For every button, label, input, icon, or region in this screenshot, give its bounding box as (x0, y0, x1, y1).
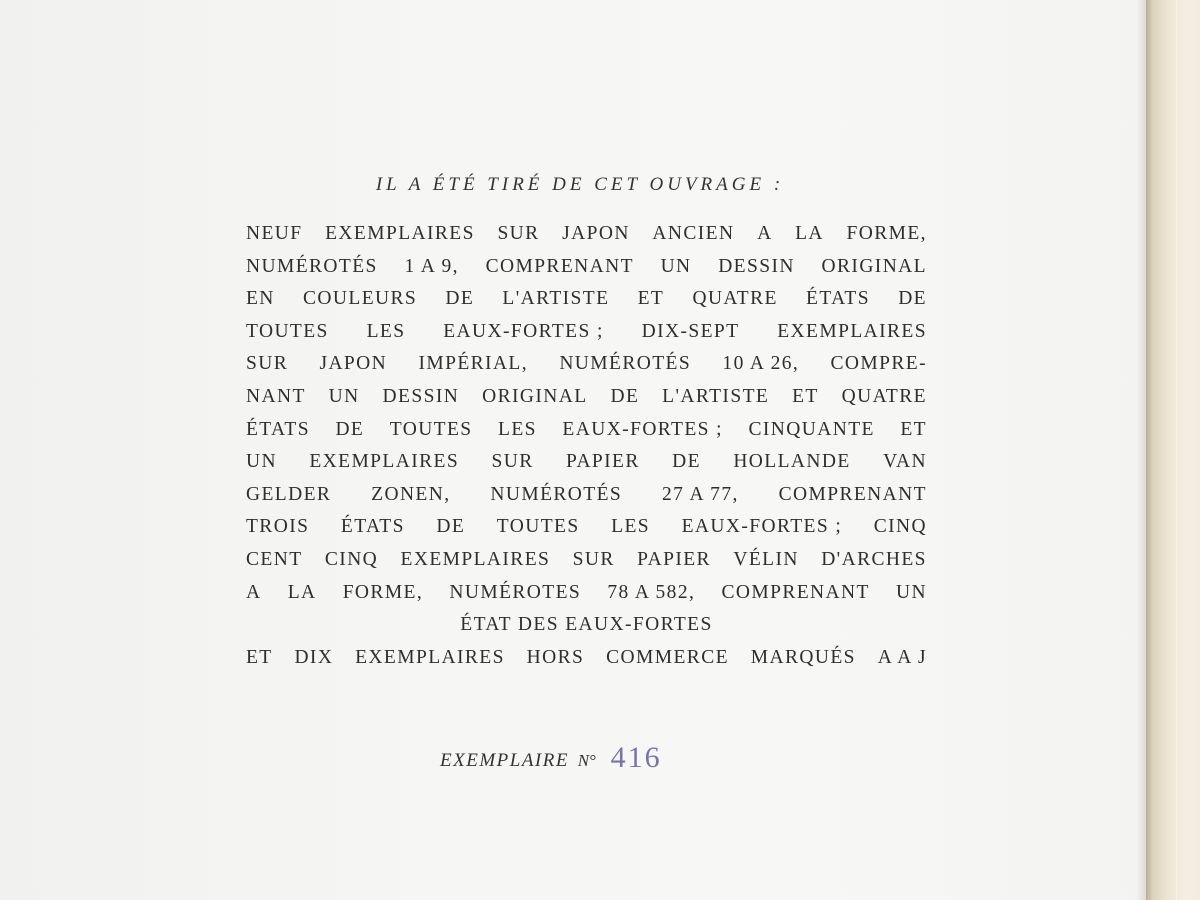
word: NUMÉROTÉS (490, 483, 623, 505)
copy-label: EXEMPLAIRE (440, 750, 569, 771)
justification-line (246, 348, 927, 381)
word: LES (498, 418, 537, 440)
page-gutter-shadow (1136, 0, 1146, 900)
justification-line (246, 544, 927, 577)
word: ZONEN, (371, 483, 451, 505)
word: EXEMPLAIRES (325, 223, 475, 244)
word: TROIS (246, 516, 310, 538)
justification-line (246, 316, 927, 349)
word: CINQUANTE (748, 418, 875, 440)
word: GELDER (246, 483, 332, 505)
justification-line (246, 446, 927, 479)
page-edge-highlight (1175, 0, 1177, 900)
word: COMMERCE (606, 646, 729, 668)
justification-line (246, 479, 927, 512)
word: HORS (526, 646, 585, 668)
word: QUATRE (692, 288, 778, 310)
word: A (246, 581, 262, 603)
justification-heading: IL A ÉTÉ TIRÉ DE CET OUVRAGE : (375, 174, 785, 195)
word: COMPRENANT (485, 255, 634, 277)
word: 10 A 26, (722, 353, 800, 375)
justification-line (246, 414, 927, 447)
word: UN (246, 451, 277, 473)
word: NUMÉROTÉS (246, 255, 378, 277)
justification-closing-line (246, 642, 927, 675)
justification-line (246, 251, 927, 284)
word: EAUX-FORTES ; (681, 516, 843, 538)
word: ET (637, 288, 665, 310)
word: ÉTATS (340, 516, 405, 538)
copy-number-line (440, 737, 760, 777)
justification-line (246, 381, 927, 414)
word: EXEMPLAIRES (400, 548, 551, 570)
word: DIX-SEPT (641, 320, 740, 342)
word: DE (672, 451, 701, 473)
word: VÉLIN (733, 548, 799, 570)
word: PAPIER (565, 451, 640, 473)
word: COMPRENANT (721, 581, 870, 603)
word: SUR (572, 548, 615, 570)
word: IMPÉRIAL, (418, 353, 529, 375)
word: EAUX-FORTES ; (562, 418, 723, 440)
word: NUMÉROTÉS (559, 353, 692, 375)
word: CINQ (873, 516, 927, 538)
word: DE (436, 516, 466, 538)
word: SUR (497, 223, 540, 244)
word: ORIGINAL (821, 255, 927, 277)
word: 1 A 9, (404, 255, 459, 277)
word: DESSIN (718, 255, 795, 277)
word: A (757, 223, 773, 244)
word: ANCIEN (652, 223, 735, 244)
word: DE (335, 418, 365, 440)
word: 27 A 77, (661, 483, 739, 505)
word: ET (900, 418, 927, 440)
word: DE (610, 385, 640, 407)
word: EXEMPLAIRES (777, 320, 927, 342)
word: L'ARTISTE (502, 288, 610, 310)
stamped-copy-number: 416 (610, 741, 662, 774)
word: NEUF (246, 223, 303, 244)
word: SUR (246, 353, 289, 375)
word: DE (445, 288, 475, 310)
word: CINQ (324, 548, 379, 570)
word: COMPRE- (830, 353, 927, 375)
word: ET (792, 385, 819, 407)
word: ET (246, 646, 273, 668)
word: NANT (246, 385, 306, 407)
word: D'ARCHES (821, 548, 927, 570)
copy-number-sign: N° (577, 751, 596, 770)
justification-line (246, 283, 927, 316)
word: EXEMPLAIRES (355, 646, 505, 668)
justification-text (246, 218, 927, 674)
word: COULEURS (303, 288, 418, 310)
word: MARQUÉS (750, 646, 856, 668)
word: JAPON (319, 353, 388, 375)
word: DIX (294, 646, 334, 668)
justification-centered-line: ÉTAT DES EAUX-FORTES (460, 614, 713, 636)
word: NUMÉROTES (449, 581, 582, 603)
word: FORME, (846, 223, 927, 244)
word: SUR (491, 451, 534, 473)
word: ORIGINAL (482, 385, 588, 407)
word: UN (328, 385, 360, 407)
word: ÉTATS (246, 418, 310, 440)
word: ÉTATS (806, 288, 870, 310)
justification-line (246, 577, 927, 610)
word: DESSIN (382, 385, 460, 407)
word: DE (898, 288, 927, 310)
word: HOLLANDE (733, 451, 851, 473)
word: UN (896, 581, 927, 603)
word: CENT (246, 548, 303, 570)
word: PAPIER (637, 548, 711, 570)
word: LA (287, 581, 317, 603)
word: COMPRENANT (778, 483, 927, 505)
word: LES (366, 320, 406, 342)
word: LA (795, 223, 824, 244)
word: A A J (877, 646, 927, 668)
word: TOUTES (246, 320, 329, 342)
word: LES (611, 516, 651, 538)
word: UN (660, 255, 692, 277)
justification-line (246, 511, 927, 544)
word: FORME, (342, 581, 424, 603)
word: VAN (883, 451, 927, 473)
justification-line (246, 218, 927, 251)
page-edge (1146, 0, 1200, 900)
word: QUATRE (841, 385, 927, 407)
word: L'ARTISTE (662, 385, 770, 407)
word: JAPON (562, 223, 630, 244)
word: EXEMPLAIRES (309, 451, 460, 473)
word: TOUTES (496, 516, 580, 538)
word: 78 A 582, (607, 581, 696, 603)
word: EAUX-FORTES ; (443, 320, 604, 342)
word: TOUTES (389, 418, 473, 440)
word: EN (246, 288, 275, 310)
